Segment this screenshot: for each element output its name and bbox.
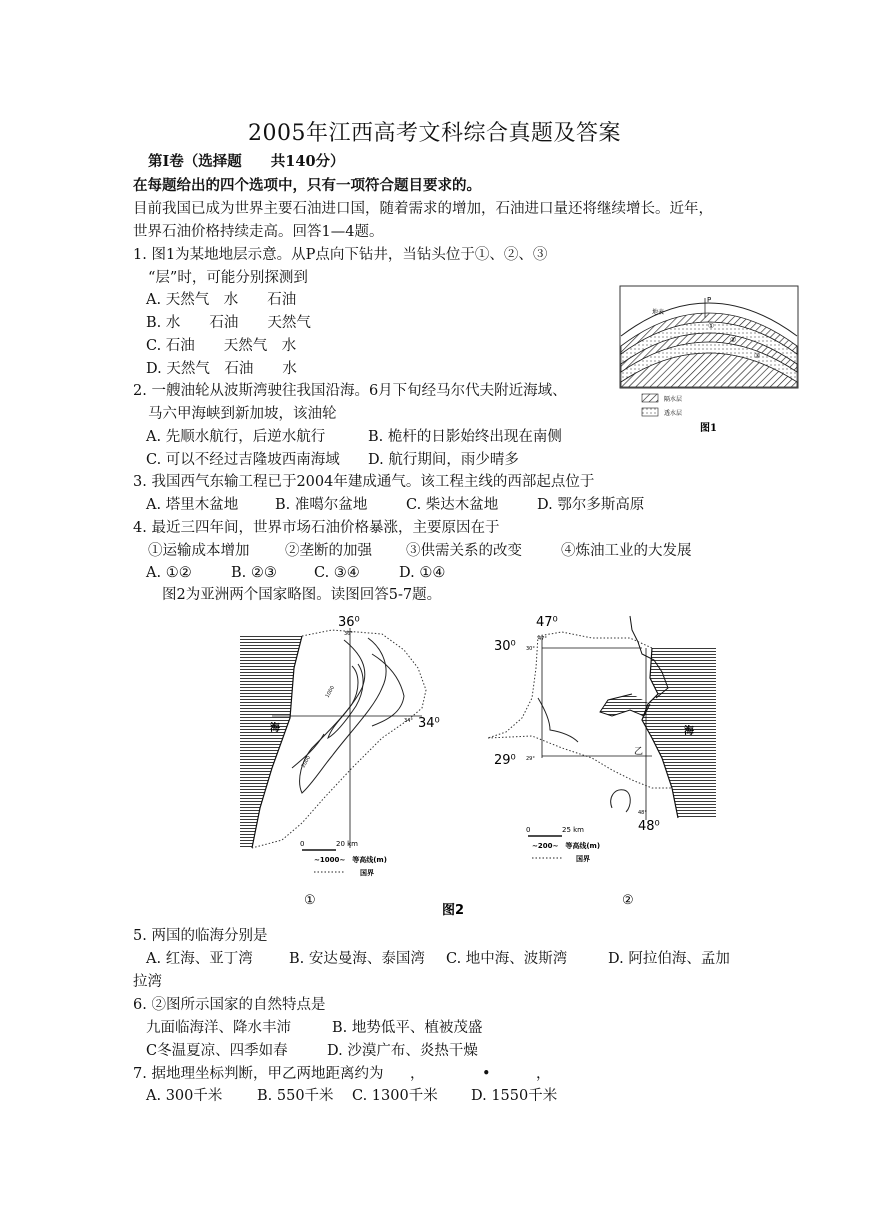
q2-stem-line-2: 马六甲海峡到新加坡，该油轮 (148, 406, 337, 422)
q2-option-a: A. 先顺水航行，后逆水航行 (146, 429, 326, 445)
q4-option-a: A. ①② (146, 565, 192, 581)
document-title: 2005年江西高考文科综合真题及答案 (248, 121, 621, 146)
map1-scale-text: 20 km (336, 840, 359, 848)
legend-permeable-label: 透水层 (664, 410, 683, 417)
q7-option-c: C. 1300千米 (352, 1088, 438, 1104)
q1-stem-line-1: 1. 图1为某地地层示意。从P点向下钻井，当钻头位于①、②、③ (133, 247, 548, 263)
map2-sea (642, 648, 716, 818)
map2-point-label: 乙 (634, 747, 644, 757)
surface-label: 地表 (652, 309, 665, 316)
legend-impermeable-swatch (642, 394, 658, 402)
q1-option-a: A. 天然气 水 石油 (146, 292, 297, 308)
map2-border-legend: 国界 (576, 855, 590, 863)
map1-number: ① (304, 893, 316, 908)
legend-permeable-swatch (642, 408, 658, 416)
q4-option-b: B. ②③ (231, 565, 277, 581)
map2-number: ② (622, 893, 634, 908)
q4-option-c: C. ③④ (314, 565, 360, 581)
q2-option-d: D. 航行期间，雨少晴多 (368, 452, 519, 468)
map2-lon-bottom: 48⁰ (638, 819, 660, 834)
map2-bay (600, 694, 650, 716)
q6-option-a: 九面临海洋、降水丰沛 (146, 1020, 291, 1036)
q6-stem: 6. ②图所示国家的自然特点是 (133, 997, 326, 1013)
q7-mark-2: • (482, 1066, 491, 1082)
map1-border-legend: 国界 (360, 869, 374, 877)
instruction: 在每题给出的四个选项中，只有一项符合题目要求的。 (133, 177, 481, 194)
map1-lat-small: 34° (404, 718, 413, 724)
layer-2-label: ② (730, 336, 737, 344)
q3-option-c: C. 柴达木盆地 (406, 497, 499, 513)
map2-contour-legend: ~200~ 等高线(m) (532, 842, 601, 850)
q6-option-d: D. 沙漠广布、炎热干燥 (327, 1043, 478, 1059)
map1-sea (240, 636, 305, 848)
q2-option-c: C. 可以不经过吉隆坡西南海域 (146, 452, 340, 468)
point-p-label: P (707, 296, 712, 304)
figure-2-maps (232, 608, 716, 918)
map2-sea-label: 海 (684, 726, 694, 737)
layer-1-label: ① (708, 322, 715, 330)
section-header: 第Ⅰ卷（选择题 共140分） (148, 153, 345, 170)
q1-option-c: C. 石油 天然气 水 (146, 338, 297, 354)
q7-mark-1: ， (410, 1066, 425, 1082)
q4-choice-3: ③供需关系的改变 (406, 543, 522, 559)
q5-stem: 5. 两国的临海分别是 (133, 928, 268, 944)
q4-choice-2: ②垄断的加强 (285, 543, 372, 559)
q4-option-d: D. ①④ (399, 565, 446, 581)
q7-option-b: B. 550千米 (257, 1088, 334, 1104)
fig2-intro: 图2为亚洲两个国家略图。读图回答5-7题。 (162, 587, 442, 603)
map2-lat-bottom-small: 29° (526, 756, 535, 762)
map2-border-north (538, 632, 652, 648)
q2-stem-line-1: 2. 一艘油轮从波斯湾驶往我国沿海。6月下旬经马尔代夫附近海域、 (133, 383, 567, 399)
figure-1-caption: 图1 (700, 423, 717, 434)
map1-lon-label: 36⁰ (338, 615, 360, 630)
map2-lon-top-small: 47° (538, 636, 547, 642)
q1-stem-line-2: “层”时，可能分别探测到 (148, 270, 308, 286)
q4-stem: 4. 最近三四年间，世界市场石油价格暴涨，主要原因在于 (133, 520, 500, 536)
map1-contour-east (372, 654, 404, 726)
q5-option-d: D. 阿拉伯海、孟加 (608, 951, 730, 967)
q7-option-a: A. 300千米 (146, 1088, 223, 1104)
map1-lon-small: 36° (344, 631, 353, 637)
map-1 (240, 615, 440, 908)
q1-option-d: D. 天然气 石油 水 (146, 361, 297, 377)
q4-choice-1: ①运输成本增加 (148, 543, 250, 559)
q5-option-a: A. 红海、亚丁湾 (146, 951, 253, 967)
legend-impermeable-label: 隔水层 (664, 396, 683, 403)
q2-option-b: B. 桅杆的日影始终出现在南侧 (368, 429, 562, 445)
map1-contour-value-1: 1000 (324, 684, 337, 699)
q5-option-d-continuation: 拉湾 (133, 974, 162, 990)
map2-lat-bottom: 29⁰ (494, 753, 516, 768)
q3-stem: 3. 我国西气东输工程已于2004年建成通气。该工程主线的西部起点位于 (133, 474, 595, 490)
map2-lon-bottom-small: 48° (638, 810, 647, 816)
q7-mark-3: ， (536, 1066, 551, 1082)
map1-contour-value-2: 2000 (300, 754, 313, 769)
figure-1-strata-diagram (618, 284, 800, 434)
map1-sea-label: 海 (270, 723, 280, 734)
map2-lon-top: 47⁰ (536, 615, 558, 630)
map1-contour-legend: ~1000~ 等高线(m) (314, 856, 387, 864)
intro-line-1: 目前我国已成为世界主要石油进口国，随着需求的增加，石油进口量还将继续增长。近年， (133, 201, 713, 217)
q3-option-b: B. 准噶尔盆地 (275, 497, 368, 513)
q1-option-b: B. 水 石油 天然气 (146, 315, 311, 331)
map2-scale-zero: 0 (526, 826, 531, 834)
map-2 (488, 615, 716, 908)
map1-lat-label: 34⁰ (418, 716, 440, 731)
q5-option-b: B. 安达曼海、泰国湾 (289, 951, 425, 967)
map2-lat-top-small: 30° (526, 646, 535, 652)
q3-option-d: D. 鄂尔多斯高原 (537, 497, 645, 513)
map1-scale-zero: 0 (300, 840, 305, 848)
q6-option-c: C冬温夏凉、四季如春 (146, 1043, 288, 1059)
q5-option-c: C. 地中海、波斯湾 (446, 951, 568, 967)
map2-contour (538, 698, 578, 742)
q6-option-b: B. 地势低平、植被茂盛 (332, 1020, 483, 1036)
map2-scale-text: 25 km (562, 826, 585, 834)
q3-option-a: A. 塔里木盆地 (146, 497, 239, 513)
q7-stem: 7. 据地理坐标判断，甲乙两地距离约为 (133, 1066, 384, 1082)
intro-line-2: 世界石油价格持续走高。回答1—4题。 (133, 224, 384, 240)
map2-lat-top: 30⁰ (494, 639, 516, 654)
map2-island (611, 790, 631, 812)
layer-3-label: ③ (754, 352, 761, 360)
q7-option-d: D. 1550千米 (471, 1088, 558, 1104)
q4-choice-4: ④炼油工业的大发展 (561, 543, 692, 559)
figure-2-caption: 图2 (442, 903, 465, 918)
